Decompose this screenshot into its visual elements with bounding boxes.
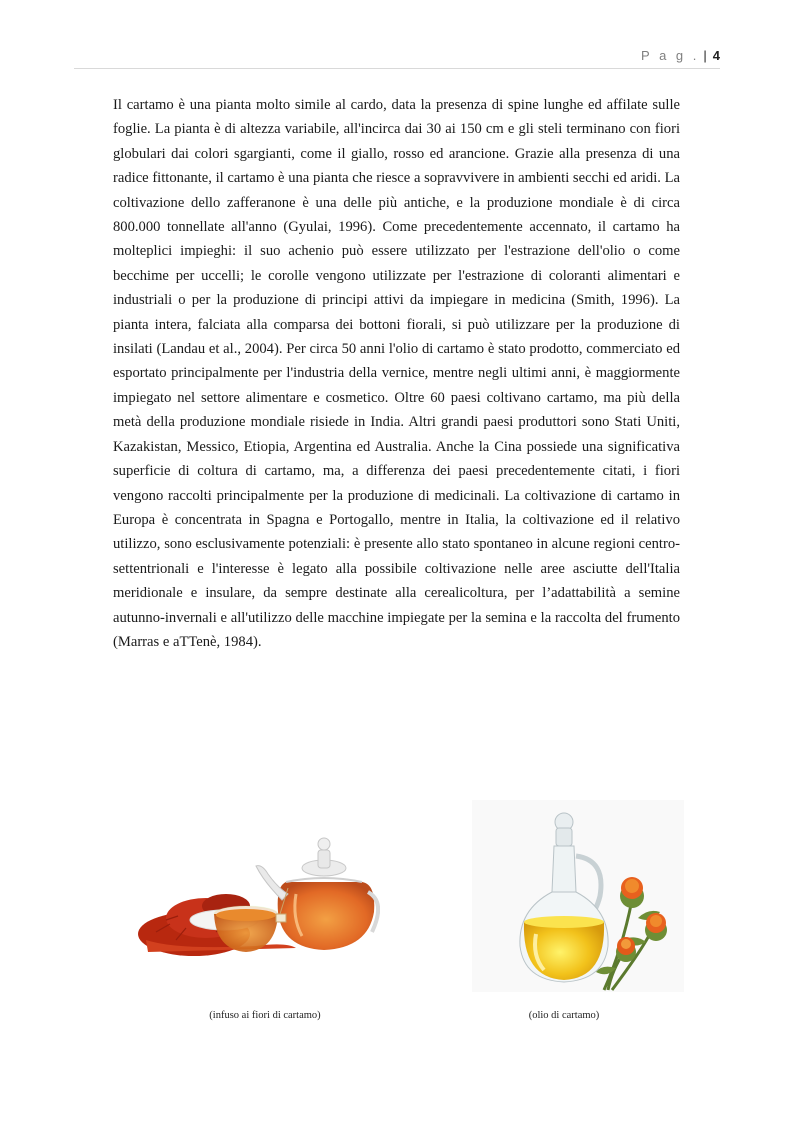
page-number: 4 bbox=[712, 48, 720, 63]
header-divider bbox=[74, 68, 720, 69]
body-paragraph: Il cartamo è una pianta molto simile al cardo, data la presenza di spine lunghe ed affilate sulle foglie. La pianta è di altezza variabile, all'incirca dai 30 ai 150 cm e gli steli terminano con fiori globulari dai colori sgargianti, come il giallo, rosso ed arancione. Grazie alla presenza di una radice fittonante, il cartamo è una pianta che riesce a sopravvivere in ambienti secchi ed aridi. La coltivazione dello zafferanone è una delle più antiche, e la produzione mondiale è di circa 800.000 tonnellate all'anno (Gyulai, 1996). Come precedentemente accennato, il cartamo ha molteplici impieghi: il suo achenio può essere utilizzato per l'estrazione dell'olio o come becchime per uccelli; le corolle vengono utilizzate per l'estrazione di coloranti alimentari e industriali o per la produzione di principi attivi da impiegare in medicina (Smith, 1996). La pianta intera, falciata alla comparsa dei bottoni fiorali, si può utilizzare per la produzione di insilati (Landau et al., 2004). Per circa 50 anni l'olio di cartamo è stato prodotto, commerciato ed esportato principalmente per l'industria della vernice, mentre negli ultimi anni, è maggiormente impiegato nel settore alimentare e cosmetico. Oltre 60 paesi coltivano cartamo, ma più della metà della produzione mondiale risiede in India. Altri grandi paesi produttori sono Stati Uniti, Kazakistan, Messico, Etiopia, Argentina ed Australia. Anche la Cina possiede una significativa superficie di coltura di cartamo, ma, a differenza dei paesi precedentemente citati, i fiori vengono raccolti principalmente per la produzione di medicinali. La coltivazione di cartamo in Europa è concentrata in Spagna e Portogallo, mentre in Italia, la coltivazione ed il relativo utilizzo, sono esclusivamente potenziali: è presente allo stato spontaneo in alcune regioni centro-settentrionali e l'interesse è legato alla possibile coltivazione nelle aree asciutte dell'Italia meridionale e insulare, da sempre destinate alla cerealicoltura, per l’adattabilità a semine autunno-invernali e all'utilizzo delle macchine impiegate per la semina e la raccolta del frumento (Marras e aTTenè, 1984). bbox=[113, 97, 680, 650]
page-label: P a g . bbox=[641, 48, 700, 63]
header-separator: | bbox=[703, 48, 707, 63]
page-header bbox=[641, 48, 720, 63]
figure-caption-left: (infuso ai fiori di cartamo) bbox=[209, 1010, 321, 1021]
figure-caption-right: (olio di cartamo) bbox=[528, 1010, 600, 1021]
oil-cruet-safflower-image bbox=[472, 800, 684, 992]
teapot-saffron-image bbox=[136, 822, 380, 982]
